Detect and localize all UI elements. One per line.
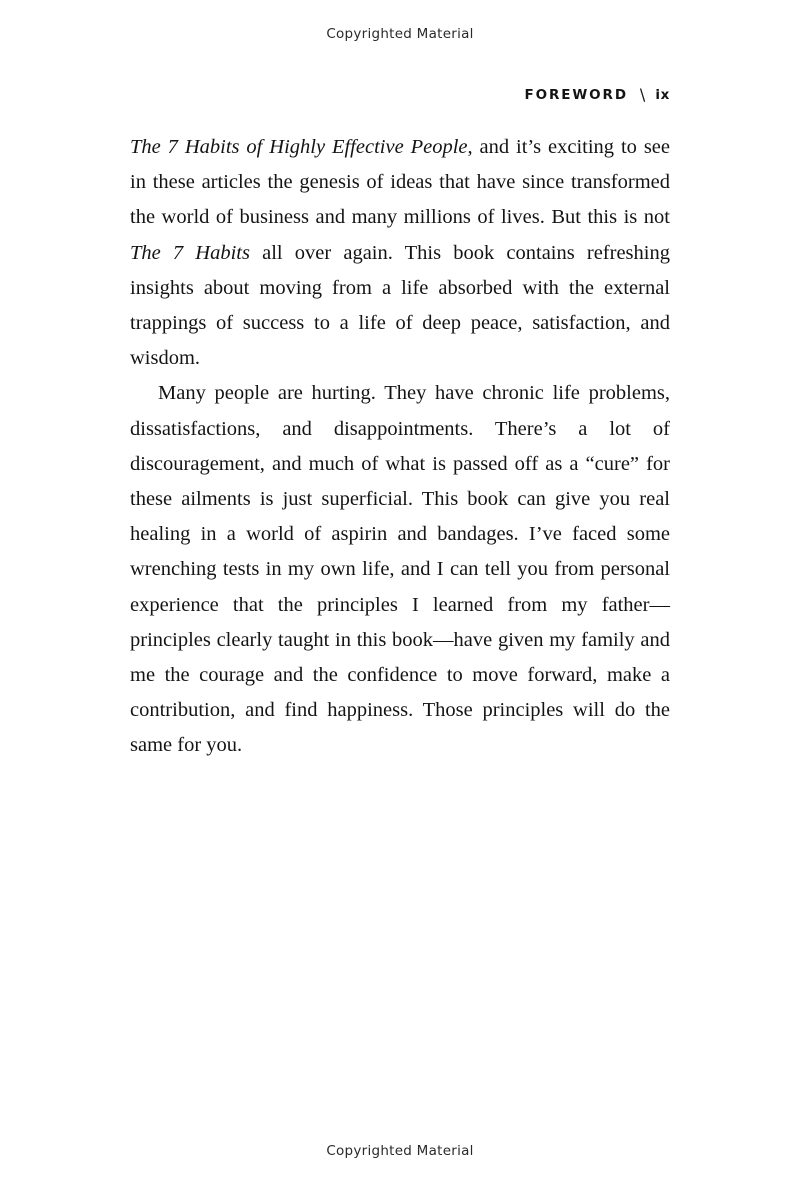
- book-title-italic-1: The 7 Habits of Highly Effective People: [130, 136, 468, 158]
- running-head-separator: \: [639, 85, 646, 104]
- paragraph-2: Many people are hurting. They have chronic life problems, dissatisfactions, and disappointments. There’s a lot of discouragement, and much of what is passed off as a “cure” for these ailments is just superficial. This book can give you real healing in a world of aspirin and bandages. I’ve faced some wrenching tests in my own life, and I can tell you from personal experience that the principles I learned from my father—principles clearly taught in this book—have given my family and me the courage and the confidence to move forward, make a contribution, and find happiness. Those principles will do the same for you.: [130, 382, 670, 757]
- body-text: [130, 130, 670, 764]
- paragraph-continuation: [130, 130, 670, 376]
- page-number: ix: [655, 87, 670, 103]
- paragraph-1-text-b: all over again. This book contains refreshing insights about moving from a life absorbed with the external trappings of success to a life of deep peace, satisfaction, and wisdom.: [130, 241, 670, 370]
- running-head-section: FOREWORD: [524, 87, 628, 103]
- copyright-watermark-bottom: Copyrighted Material: [326, 1143, 474, 1159]
- paragraph-1-text-a: , and it’s exciting to see in these articles the genesis of ideas that have since transformed the world of business and many millions of lives. But this is not: [130, 136, 670, 229]
- book-title-italic-2: The 7 Habits: [130, 241, 250, 264]
- running-head: [130, 84, 670, 103]
- copyright-watermark-top: Copyrighted Material: [326, 26, 474, 42]
